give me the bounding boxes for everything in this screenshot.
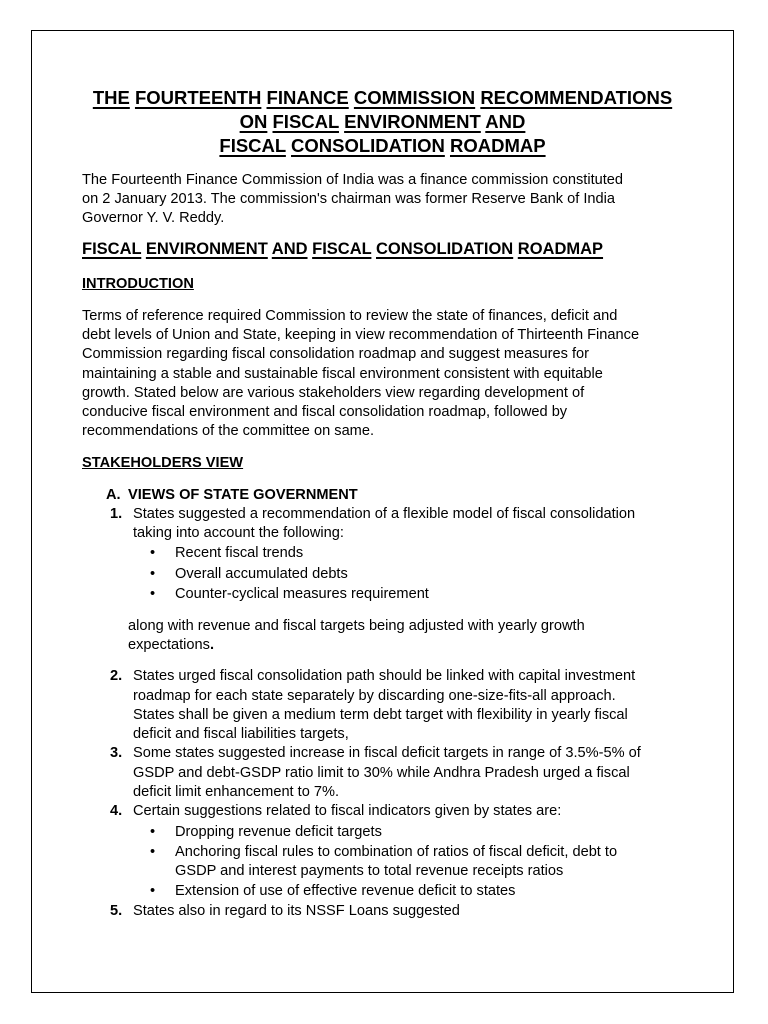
stakeholders-heading: STAKEHOLDERS VIEW (82, 455, 244, 471)
item-line: deficit limit enhancement to 7%. (133, 784, 340, 800)
intro-line: The Fourteenth Finance Commission of India was a finance commission constituted (82, 172, 624, 188)
item-line: Some states suggested increase in fiscal deficit targets in range of 3.5%-5% of (133, 745, 641, 761)
bullet-icon: • (150, 844, 156, 860)
bullet-icon: • (150, 883, 156, 899)
intro-line: Governor Y. V. Reddy. (82, 210, 225, 226)
document-title-line-3: FISCAL CONSOLIDATION ROADMAP (219, 135, 546, 156)
item-line: States also in regard to its NSSF Loans suggested (133, 903, 460, 919)
bullet-item-continuation: GSDP and interest payments to total revenue receipts ratios (175, 863, 564, 879)
bullet-item: Counter-cyclical measures requirement (175, 586, 429, 602)
item-continuation: expectations. (128, 637, 215, 653)
introduction-line: Terms of reference required Commission to review the state of finances, deficit and (82, 308, 618, 324)
introduction-line: Commission regarding fiscal consolidation roadmap and suggest measures for (82, 346, 589, 362)
section-heading: FISCAL ENVIRONMENT AND FISCAL CONSOLIDATION ROADMAP (82, 240, 604, 258)
item-line: taking into account the following: (133, 525, 344, 541)
introduction-line: maintaining a stable and sustainable fiscal environment consistent with equitable (82, 366, 603, 382)
bullet-item: Anchoring fiscal rules to combination of ratios of fiscal deficit, debt to (175, 844, 618, 860)
bullet-item: Recent fiscal trends (175, 545, 304, 561)
introduction-line: growth. Stated below are various stakeholders view regarding development of (82, 385, 585, 401)
introduction-line: conducive fiscal environment and fiscal consolidation roadmap, followed by (82, 404, 568, 420)
bullet-icon: • (150, 824, 156, 840)
bullet-item: Overall accumulated debts (175, 566, 348, 582)
bullet-icon: • (150, 566, 156, 582)
bullet-item: Dropping revenue deficit targets (175, 824, 382, 840)
item-number: 4. (110, 803, 123, 819)
item-number: 1. (110, 506, 123, 522)
item-number: 2. (110, 668, 123, 684)
item-line: GSDP and debt-GSDP ratio limit to 30% while Andhra Pradesh urged a fiscal (133, 765, 630, 781)
intro-line: on 2 January 2013. The commission's chairman was former Reserve Bank of India (82, 191, 616, 207)
item-line: States shall be given a medium term debt target with flexibility in yearly fiscal (133, 707, 628, 723)
item-number: 5. (110, 903, 123, 919)
subsection-label: A. (106, 487, 121, 503)
introduction-line: debt levels of Union and State, keeping in view recommendation of Thirteenth Finance (82, 327, 640, 343)
bullet-item: Extension of use of effective revenue deficit to states (175, 883, 516, 899)
document-title-line-1: THE FOURTEENTH FINANCE COMMISSION RECOMMENDATIONS (92, 87, 673, 108)
item-line: States suggested a recommendation of a flexible model of fiscal consolidation (133, 506, 636, 522)
item-number: 3. (110, 745, 123, 761)
item-line: States urged fiscal consolidation path should be linked with capital investment (133, 668, 636, 684)
bullet-icon: • (150, 586, 156, 602)
bullet-icon: • (150, 545, 156, 561)
subsection-title: VIEWS OF STATE GOVERNMENT (128, 487, 358, 503)
introduction-line: recommendations of the committee on same. (82, 423, 375, 439)
document-title-line-2: ON FISCAL ENVIRONMENT AND (239, 111, 526, 132)
item-continuation: along with revenue and fiscal targets being adjusted with yearly growth (128, 618, 585, 634)
item-line: Certain suggestions related to fiscal indicators given by states are: (133, 803, 562, 819)
item-line: deficit and fiscal liabilities targets, (133, 726, 349, 742)
item-line: roadmap for each state separately by discarding one-size-fits-all approach. (133, 688, 616, 704)
introduction-heading: INTRODUCTION (82, 276, 194, 292)
